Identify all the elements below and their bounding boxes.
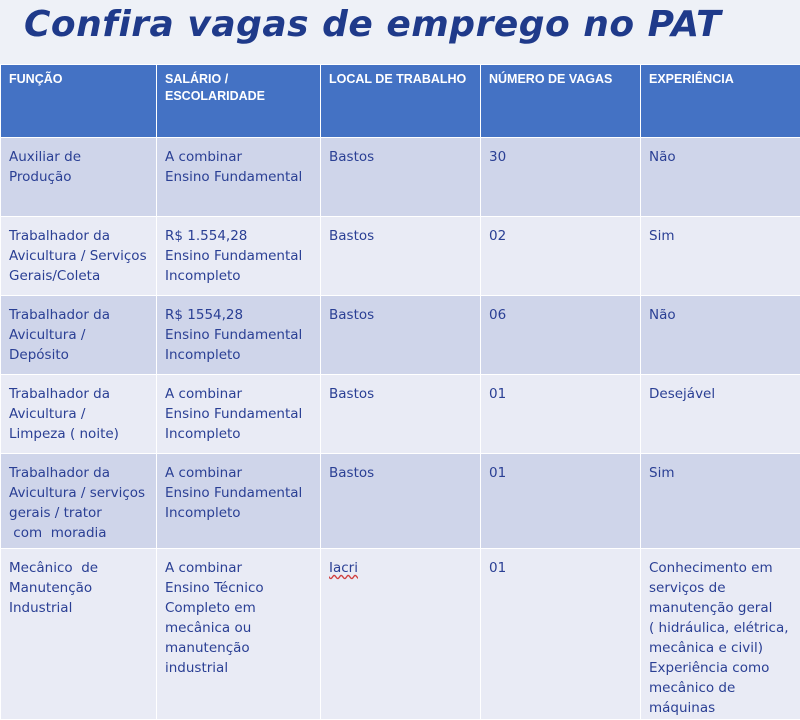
cell-funcao-line: Trabalhador da: [9, 305, 148, 325]
cell-salario-line: Ensino Técnico: [165, 578, 312, 598]
header-salario: [157, 65, 321, 138]
cell-salario-line: Incompleto: [165, 266, 312, 286]
cell-local-value: Iacri: [329, 560, 358, 576]
cell-local-value: Bastos: [329, 228, 374, 244]
cell-funcao-line: Limpeza ( noite): [9, 424, 148, 444]
cell-salario: [157, 217, 321, 296]
cell-experiencia-line: Sim: [649, 463, 792, 483]
job-vacancies-table: [0, 64, 800, 720]
cell-salario: [157, 138, 321, 217]
table-row: [1, 375, 800, 454]
header-funcao: FUNÇÃO: [1, 65, 157, 138]
cell-experiencia-line: Não: [649, 147, 792, 167]
cell-experiencia: [641, 296, 800, 375]
table-row: [1, 138, 800, 217]
cell-local: [321, 296, 481, 375]
cell-experiencia-line: Experiência como: [649, 658, 792, 678]
header-vagas: NÚMERO DE VAGAS: [481, 65, 641, 138]
cell-funcao-line: Gerais/Coleta: [9, 266, 148, 286]
cell-salario: [157, 375, 321, 454]
cell-experiencia-line: Conhecimento em: [649, 558, 792, 578]
cell-experiencia-line: máquinas: [649, 698, 792, 718]
cell-local-value: Bastos: [329, 386, 374, 402]
cell-salario: [157, 549, 321, 720]
cell-vagas-value: 06: [489, 307, 506, 323]
cell-funcao: [1, 217, 157, 296]
cell-vagas: [481, 296, 641, 375]
cell-vagas-value: 02: [489, 228, 506, 244]
cell-vagas-value: 01: [489, 560, 506, 576]
cell-salario-line: Ensino Fundamental: [165, 483, 312, 503]
cell-salario-line: R$ 1554,28: [165, 305, 312, 325]
cell-funcao-line: Avicultura /: [9, 325, 148, 345]
cell-salario: [157, 454, 321, 549]
cell-salario-line: A combinar: [165, 384, 312, 404]
cell-salario-line: industrial: [165, 658, 312, 678]
cell-funcao-line: Avicultura /: [9, 404, 148, 424]
cell-funcao-line: gerais / trator: [9, 503, 148, 523]
cell-vagas: [481, 217, 641, 296]
cell-funcao-line: Depósito: [9, 345, 148, 365]
cell-salario-line: Ensino Fundamental: [165, 246, 312, 266]
header-local: LOCAL DE TRABALHO: [321, 65, 481, 138]
cell-salario-line: Incompleto: [165, 345, 312, 365]
cell-experiencia-line: Desejável: [649, 384, 792, 404]
cell-salario-line: A combinar: [165, 463, 312, 483]
cell-funcao-line: Avicultura / serviços: [9, 483, 148, 503]
cell-experiencia-line: ( hidráulica, elétrica,: [649, 618, 792, 638]
cell-salario-line: R$ 1.554,28: [165, 226, 312, 246]
cell-experiencia: [641, 375, 800, 454]
table-row: [1, 217, 800, 296]
table-row: [1, 549, 800, 720]
cell-vagas: [481, 138, 641, 217]
cell-funcao: [1, 296, 157, 375]
cell-vagas: [481, 549, 641, 720]
cell-funcao: [1, 375, 157, 454]
cell-salario-line: Incompleto: [165, 424, 312, 444]
cell-salario: [157, 296, 321, 375]
cell-salario-line: Incompleto: [165, 503, 312, 523]
cell-salario-line: A combinar: [165, 147, 312, 167]
cell-funcao: [1, 454, 157, 549]
cell-funcao-line: Trabalhador da: [9, 463, 148, 483]
cell-local: [321, 375, 481, 454]
cell-local: [321, 138, 481, 217]
cell-local-value: Bastos: [329, 465, 374, 481]
cell-funcao-line: com moradia: [9, 523, 148, 543]
cell-funcao: [1, 138, 157, 217]
cell-funcao-line: Trabalhador da: [9, 226, 148, 246]
table-row: [1, 296, 800, 375]
page-title: Confira vagas de emprego no PAT: [24, 4, 721, 45]
cell-vagas-value: 01: [489, 465, 506, 481]
header-salario-line: ESCOLARIDADE: [165, 88, 312, 105]
cell-experiencia-line: mecânica e civil): [649, 638, 792, 658]
cell-experiencia-line: manutenção geral: [649, 598, 792, 618]
cell-vagas-value: 01: [489, 386, 506, 402]
cell-experiencia: [641, 217, 800, 296]
cell-experiencia-line: Sim: [649, 226, 792, 246]
cell-salario-line: Ensino Fundamental: [165, 325, 312, 345]
cell-salario-line: Ensino Fundamental: [165, 167, 312, 187]
cell-salario-line: manutenção: [165, 638, 312, 658]
cell-experiencia: [641, 549, 800, 720]
cell-experiencia: [641, 454, 800, 549]
cell-funcao-line: Produção: [9, 167, 148, 187]
table-row: [1, 454, 800, 549]
header-experiencia: EXPERIÊNCIA: [641, 65, 800, 138]
cell-funcao-line: Trabalhador da: [9, 384, 148, 404]
cell-salario-line: Completo em: [165, 598, 312, 618]
cell-experiencia-line: serviços de: [649, 578, 792, 598]
cell-vagas: [481, 375, 641, 454]
header-salario-line: SALÁRIO /: [165, 71, 312, 88]
cell-salario-line: A combinar: [165, 558, 312, 578]
cell-local-value: Bastos: [329, 149, 374, 165]
cell-funcao-line: Manutenção: [9, 578, 148, 598]
cell-local: [321, 454, 481, 549]
cell-vagas: [481, 454, 641, 549]
cell-funcao-line: Mecânico de: [9, 558, 148, 578]
cell-funcao-line: Auxiliar de: [9, 147, 148, 167]
cell-funcao-line: Industrial: [9, 598, 148, 618]
cell-experiencia-line: mecânico de: [649, 678, 792, 698]
cell-salario-line: mecânica ou: [165, 618, 312, 638]
cell-funcao: [1, 549, 157, 720]
cell-vagas-value: 30: [489, 149, 506, 165]
cell-experiencia-line: Não: [649, 305, 792, 325]
cell-local: [321, 549, 481, 720]
table-header-row: [1, 65, 800, 138]
cell-local-value: Bastos: [329, 307, 374, 323]
cell-funcao-line: Avicultura / Serviços: [9, 246, 148, 266]
cell-experiencia: [641, 138, 800, 217]
cell-salario-line: Ensino Fundamental: [165, 404, 312, 424]
cell-local: [321, 217, 481, 296]
